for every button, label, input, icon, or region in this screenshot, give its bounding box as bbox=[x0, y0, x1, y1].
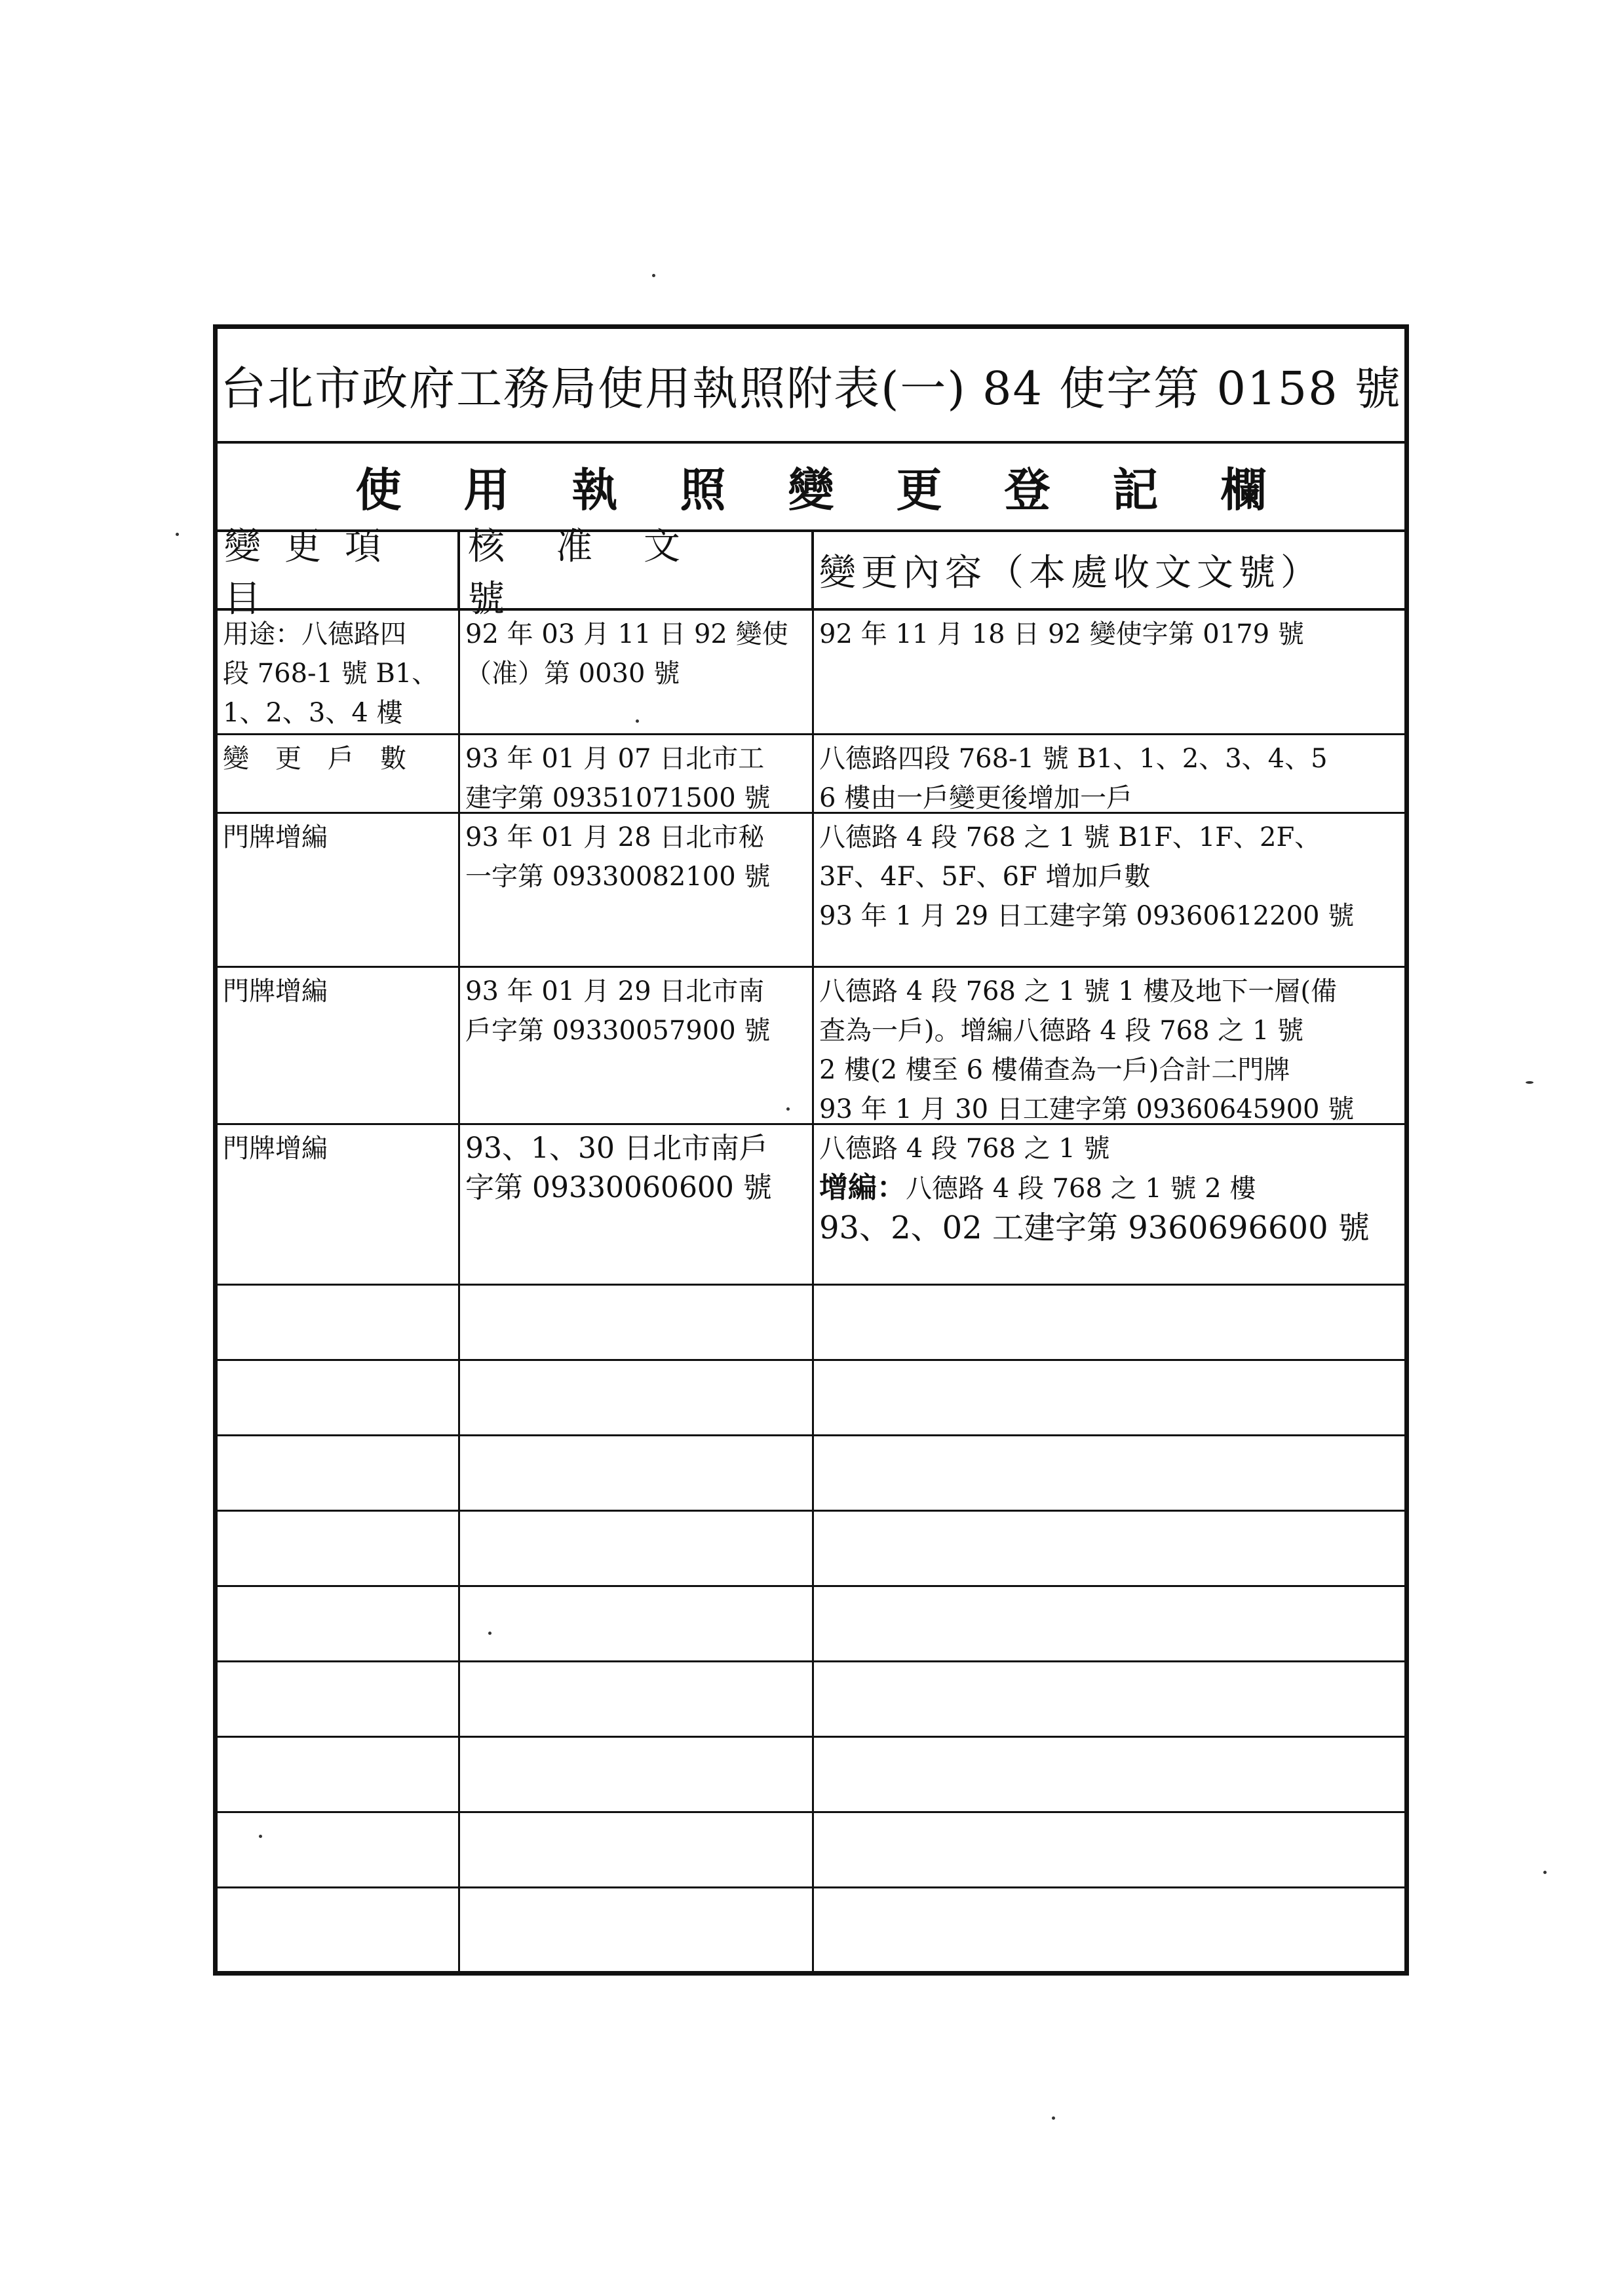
column-header-content: 變更內容（本處收文文號） bbox=[819, 552, 1322, 594]
change-content bbox=[814, 1125, 1404, 1284]
scan-speck bbox=[1526, 1081, 1533, 1084]
empty-cell bbox=[218, 1587, 460, 1660]
scan-speck bbox=[1543, 1871, 1547, 1874]
change-content: 八德路 4 段 768 之 1 號 1 樓及地下一層(備 查為一戶)。增編八德路 4 段 768 之 1 號 2 樓(2 樓至 6 樓備查為一戶)合計二門牌 93 年 1 月 30 日工建字第 09360645900 號 bbox=[819, 976, 1355, 1123]
empty-row bbox=[218, 1662, 1404, 1738]
content-line bbox=[819, 1168, 1399, 1208]
added-label: 增編： bbox=[819, 1171, 906, 1204]
empty-cell bbox=[814, 1888, 1404, 1971]
empty-cell bbox=[460, 1662, 814, 1736]
content-line: 93、2、02 工建字第 9360696600 號 bbox=[819, 1210, 1370, 1246]
change-content: 八德路 4 段 768 之 1 號 B1F、1F、2F、 3F、4F、5F、6F 增加戶數 93 年 1 月 29 日工建字第 09360612200 號 bbox=[819, 822, 1355, 931]
empty-row bbox=[218, 1512, 1404, 1587]
empty-cell bbox=[460, 1813, 814, 1886]
empty-cell bbox=[814, 1436, 1404, 1510]
empty-cell bbox=[218, 1662, 460, 1736]
approval-number: 93 年 01 月 29 日北市南 戶字第 09330057900 號 bbox=[460, 968, 814, 1123]
approval-number: 92 年 03 月 11 日 92 變使 （准）第 0030 號 bbox=[460, 611, 814, 733]
empty-cell bbox=[814, 1738, 1404, 1811]
change-item: 用途：八德路四 段 768-1 號 B1、 1、2、3、4 樓 bbox=[218, 611, 460, 733]
empty-cell bbox=[218, 1888, 460, 1971]
empty-cell bbox=[814, 1286, 1404, 1359]
empty-row bbox=[218, 1738, 1404, 1813]
empty-cell bbox=[814, 1361, 1404, 1434]
empty-cell bbox=[218, 1361, 460, 1434]
scan-speck bbox=[176, 533, 179, 536]
empty-cell bbox=[460, 1888, 814, 1971]
table-row bbox=[218, 735, 1404, 814]
change-item: 門牌增編 bbox=[218, 968, 460, 1123]
empty-cell bbox=[218, 1738, 460, 1811]
empty-cell bbox=[218, 1436, 460, 1510]
license-change-table bbox=[213, 324, 1409, 1976]
table-header bbox=[218, 526, 1404, 621]
empty-cell bbox=[814, 1813, 1404, 1886]
empty-cell bbox=[460, 1436, 814, 1510]
change-content: 八德路四段 768-1 號 B1、1、2、3、4、5 6 樓由一戶變更後增加一戶 bbox=[819, 744, 1328, 812]
empty-row bbox=[218, 1888, 1404, 1971]
empty-cell bbox=[218, 1512, 460, 1585]
empty-row bbox=[218, 1436, 1404, 1512]
table-row bbox=[218, 611, 1404, 735]
empty-cell bbox=[814, 1587, 1404, 1660]
empty-cell bbox=[814, 1662, 1404, 1736]
empty-cell bbox=[460, 1587, 814, 1660]
document-title bbox=[218, 329, 1404, 444]
empty-row bbox=[218, 1813, 1404, 1888]
empty-cell bbox=[460, 1361, 814, 1434]
scan-speck bbox=[652, 274, 655, 277]
empty-cell bbox=[460, 1286, 814, 1359]
document-title-text: 台北市政府工務局使用執照附表(一) 84 使字第 0158 號 bbox=[220, 362, 1402, 415]
change-item: 門牌增編 bbox=[218, 814, 460, 966]
table-row bbox=[218, 814, 1404, 968]
change-item: 門牌增編 bbox=[218, 1125, 460, 1284]
approval-number: 93、1、30 日北市南戶 字第 09330060600 號 bbox=[460, 1125, 814, 1284]
content-line: 八德路 4 段 768 之 1 號 bbox=[819, 1134, 1110, 1164]
empty-cell bbox=[218, 1813, 460, 1886]
empty-row bbox=[218, 1361, 1404, 1436]
column-header-approval: 核准文號 bbox=[460, 532, 814, 608]
table-row bbox=[218, 1125, 1404, 1286]
change-content: 92 年 11 月 18 日 92 變使字第 0179 號 bbox=[819, 619, 1304, 649]
approval-number: 93 年 01 月 28 日北市秘 一字第 09330082100 號 bbox=[460, 814, 814, 966]
empty-cell bbox=[814, 1512, 1404, 1585]
column-header-item: 變更項目 bbox=[218, 532, 460, 608]
change-item: 變 更 戶 數 bbox=[218, 735, 460, 812]
scan-speck bbox=[1052, 2116, 1055, 2120]
empty-cell bbox=[218, 1286, 460, 1359]
approval-number: 93 年 01 月 07 日北市工 建字第 09351071500 號 bbox=[460, 735, 814, 812]
empty-cell bbox=[460, 1512, 814, 1585]
empty-cell bbox=[460, 1738, 814, 1811]
added-address: 八德路 4 段 768 之 1 號 2 樓 bbox=[906, 1174, 1256, 1204]
table-subtitle-text: 使用執照變更登記欄 bbox=[355, 463, 1329, 517]
empty-row bbox=[218, 1587, 1404, 1662]
table-row bbox=[218, 968, 1404, 1125]
empty-row bbox=[218, 1286, 1404, 1361]
